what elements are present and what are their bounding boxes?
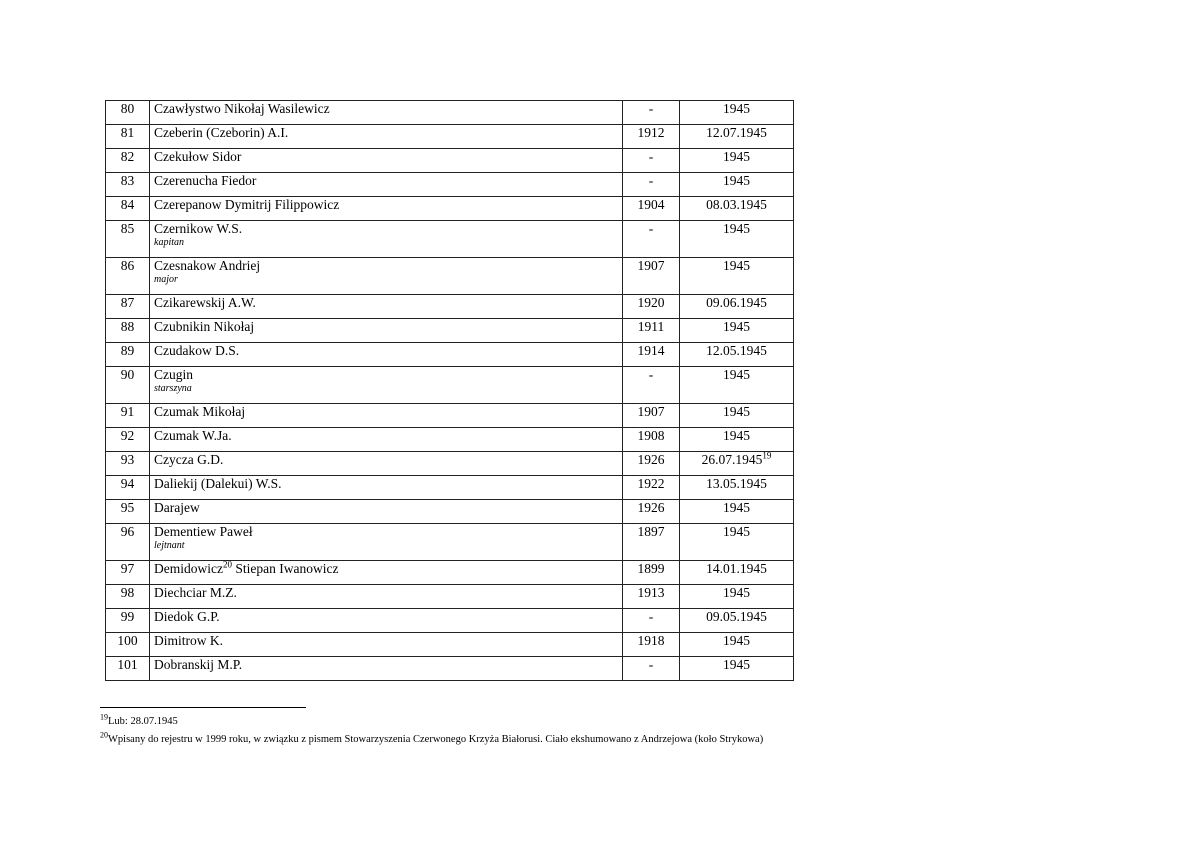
person-name-cell — [150, 633, 623, 657]
row-number: 99 — [106, 609, 150, 633]
table-row — [106, 101, 794, 125]
row-number: 83 — [106, 173, 150, 197]
death-date: 1945 — [723, 633, 750, 648]
person-name-cell — [150, 197, 623, 221]
table-row — [106, 258, 794, 295]
death-date-cell — [680, 585, 794, 609]
row-number: 101 — [106, 657, 150, 681]
death-date-cell — [680, 404, 794, 428]
row-number: 87 — [106, 295, 150, 319]
person-name-cell — [150, 404, 623, 428]
death-date-cell — [680, 295, 794, 319]
table-row — [106, 500, 794, 524]
person-name-cell — [150, 452, 623, 476]
person-name: Dementiew Paweł — [154, 524, 253, 539]
military-rank: lejtnant — [154, 540, 185, 551]
person-name: Czudakow D.S. — [154, 343, 240, 358]
death-date: 13.05.1945 — [706, 476, 767, 491]
footnote-20 — [100, 730, 764, 746]
death-date: 09.05.1945 — [706, 609, 767, 624]
row-number: 92 — [106, 428, 150, 452]
death-date-cell — [680, 524, 794, 561]
death-date-cell — [680, 657, 794, 681]
person-name: Dobranskij M.P. — [154, 657, 243, 672]
person-name: Diedok G.P. — [154, 609, 220, 624]
person-name-cell — [150, 585, 623, 609]
table-row — [106, 633, 794, 657]
row-number: 100 — [106, 633, 150, 657]
person-name: Demidowicz — [154, 561, 223, 576]
birth-year: 1908 — [623, 428, 680, 452]
person-name-cell — [150, 319, 623, 343]
person-name: Czawłystwo Nikołaj Wasilewicz — [154, 101, 330, 116]
table-row — [106, 125, 794, 149]
death-date: 1945 — [723, 657, 750, 672]
birth-year: 1907 — [623, 404, 680, 428]
table-row — [106, 428, 794, 452]
table-row — [106, 657, 794, 681]
death-date-cell — [680, 428, 794, 452]
birth-year: 1918 — [623, 633, 680, 657]
birth-year: - — [623, 367, 680, 404]
row-number: 84 — [106, 197, 150, 221]
footnote-text: Wpisany do rejestru w 1999 roku, w związku z pismem Stowarzyszenia Czerwonego Krzyża Białorusi. Ciało ekshumowano z Andrzejowa (koło Strykowa) — [108, 734, 764, 745]
death-date: 1945 — [723, 173, 750, 188]
birth-year: 1911 — [623, 319, 680, 343]
death-date: 1945 — [723, 101, 750, 116]
footnote-mark: 20 — [100, 730, 108, 740]
person-name: Czernikow W.S. — [154, 221, 243, 236]
person-name-cell — [150, 476, 623, 500]
person-name-cell — [150, 295, 623, 319]
person-name: Czikarewskij A.W. — [154, 295, 256, 310]
death-date-cell — [680, 343, 794, 367]
row-number: 98 — [106, 585, 150, 609]
register-body — [106, 101, 794, 681]
person-name: Czerenucha Fiedor — [154, 173, 257, 188]
person-name-cell — [150, 367, 623, 404]
death-date-cell — [680, 452, 794, 476]
table-row — [106, 149, 794, 173]
table-row — [106, 561, 794, 585]
table-row — [106, 295, 794, 319]
person-name-cell — [150, 149, 623, 173]
person-name: Daliekij (Dalekui) W.S. — [154, 476, 282, 491]
row-number: 85 — [106, 221, 150, 258]
death-date: 1945 — [723, 585, 750, 600]
row-number: 82 — [106, 149, 150, 173]
death-date: 1945 — [723, 404, 750, 419]
person-name: Czumak W.Ja. — [154, 428, 232, 443]
death-date-cell — [680, 609, 794, 633]
row-number: 91 — [106, 404, 150, 428]
row-number: 89 — [106, 343, 150, 367]
birth-year: 1912 — [623, 125, 680, 149]
birth-year: - — [623, 149, 680, 173]
table-row — [106, 319, 794, 343]
row-number: 80 — [106, 101, 150, 125]
death-date: 1945 — [723, 500, 750, 515]
death-date: 1945 — [723, 221, 750, 236]
death-date-cell — [680, 561, 794, 585]
birth-year: 1899 — [623, 561, 680, 585]
burial-register-table — [105, 100, 794, 681]
death-date-cell — [680, 197, 794, 221]
person-name-cell — [150, 609, 623, 633]
table-row — [106, 524, 794, 561]
table-row — [106, 404, 794, 428]
military-rank: kapitan — [154, 237, 184, 248]
birth-year: 1922 — [623, 476, 680, 500]
person-name-cell — [150, 258, 623, 295]
table-row — [106, 476, 794, 500]
death-date: 1945 — [723, 428, 750, 443]
birth-year: - — [623, 221, 680, 258]
person-name-cell — [150, 343, 623, 367]
person-name-cell — [150, 125, 623, 149]
table-row — [106, 609, 794, 633]
footnote-19 — [100, 712, 178, 728]
military-rank: major — [154, 274, 178, 285]
person-name-cell — [150, 524, 623, 561]
person-name-rest: Stiepan Iwanowicz — [231, 561, 339, 576]
death-date: 08.03.1945 — [706, 197, 767, 212]
death-date: 09.06.1945 — [706, 295, 767, 310]
death-date: 1945 — [723, 258, 750, 273]
birth-year: - — [623, 657, 680, 681]
person-name: Czerepanow Dymitrij Filippowicz — [154, 197, 340, 212]
death-date-cell — [680, 500, 794, 524]
person-name: Czesnakow Andriej — [154, 258, 261, 273]
table-row — [106, 173, 794, 197]
death-date: 1945 — [723, 149, 750, 164]
person-name-cell — [150, 428, 623, 452]
row-number: 93 — [106, 452, 150, 476]
person-name: Darajew — [154, 500, 200, 515]
death-date: 12.05.1945 — [706, 343, 767, 358]
table-row — [106, 367, 794, 404]
death-date: 14.01.1945 — [706, 561, 767, 576]
birth-year: 1904 — [623, 197, 680, 221]
row-number: 90 — [106, 367, 150, 404]
person-name: Czekułow Sidor — [154, 149, 242, 164]
birth-year: 1926 — [623, 500, 680, 524]
death-date-cell — [680, 221, 794, 258]
death-date-cell — [680, 173, 794, 197]
row-number: 81 — [106, 125, 150, 149]
person-name: Czugin — [154, 367, 193, 382]
person-name-cell — [150, 561, 623, 585]
death-date-cell — [680, 125, 794, 149]
footnote-text: Lub: 28.07.1945 — [108, 716, 178, 727]
death-date-cell — [680, 367, 794, 404]
person-name: Dimitrow K. — [154, 633, 223, 648]
death-date: 1945 — [723, 319, 750, 334]
footnote-separator — [100, 707, 306, 708]
death-date-cell — [680, 101, 794, 125]
footnote-reference: 19 — [762, 450, 772, 461]
person-name: Diechciar M.Z. — [154, 585, 237, 600]
death-date-cell — [680, 633, 794, 657]
birth-year: 1897 — [623, 524, 680, 561]
row-number: 88 — [106, 319, 150, 343]
person-name-cell — [150, 657, 623, 681]
person-name-cell — [150, 221, 623, 258]
death-date-cell — [680, 258, 794, 295]
death-date-cell — [680, 476, 794, 500]
death-date-cell — [680, 319, 794, 343]
footnote-mark: 19 — [100, 712, 108, 722]
person-name: Czeberin (Czeborin) A.I. — [154, 125, 289, 140]
row-number: 96 — [106, 524, 150, 561]
birth-year: 1926 — [623, 452, 680, 476]
death-date: 1945 — [723, 367, 750, 382]
table-row — [106, 452, 794, 476]
person-name-cell — [150, 101, 623, 125]
row-number: 94 — [106, 476, 150, 500]
person-name-cell — [150, 500, 623, 524]
death-date: 26.07.1945 — [701, 452, 763, 467]
birth-year: - — [623, 101, 680, 125]
birth-year: - — [623, 609, 680, 633]
birth-year: - — [623, 173, 680, 197]
row-number: 95 — [106, 500, 150, 524]
birth-year: 1913 — [623, 585, 680, 609]
table-row — [106, 585, 794, 609]
birth-year: 1914 — [623, 343, 680, 367]
row-number: 97 — [106, 561, 150, 585]
birth-year: 1920 — [623, 295, 680, 319]
military-rank: starszyna — [154, 383, 192, 394]
death-date: 12.07.1945 — [706, 125, 767, 140]
person-name-cell — [150, 173, 623, 197]
death-date-cell — [680, 149, 794, 173]
person-name: Czubnikin Nikołaj — [154, 319, 255, 334]
person-name: Czumak Mikołaj — [154, 404, 246, 419]
row-number: 86 — [106, 258, 150, 295]
footnote-reference: 20 — [222, 559, 232, 570]
person-name: Czycza G.D. — [154, 452, 224, 467]
birth-year: 1907 — [623, 258, 680, 295]
table-row — [106, 197, 794, 221]
table-row — [106, 343, 794, 367]
table-row — [106, 221, 794, 258]
death-date: 1945 — [723, 524, 750, 539]
